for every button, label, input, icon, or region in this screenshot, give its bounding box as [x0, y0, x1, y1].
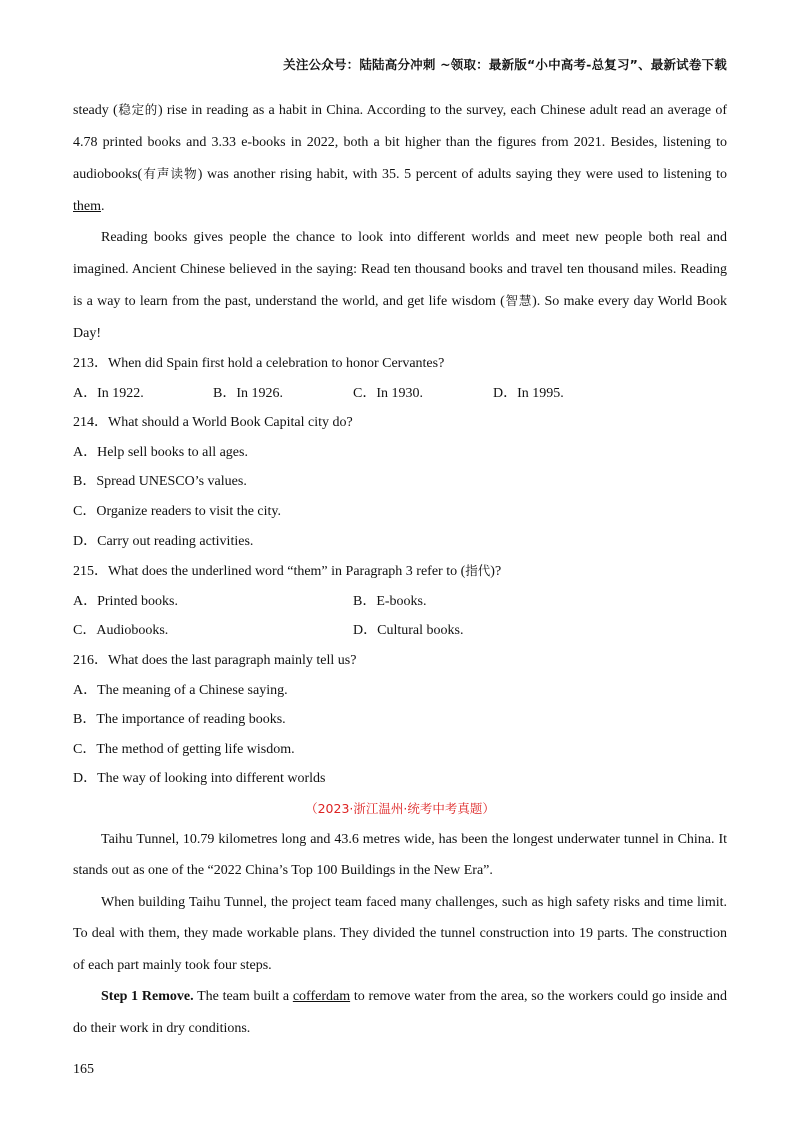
- option-d: D．Carry out reading activities.: [73, 533, 254, 549]
- option-c: C．In 1930.: [353, 385, 423, 401]
- text-run: Reading books gives people the chance to look into different worlds and meet new people both real and imagined. Ancient Chinese believed in the saying: Read ten thousand books and travel ten thousand miles. Reading is a way to learn from the past, understand the world, and get life wisdom (: [73, 230, 727, 309]
- options-row: [73, 379, 727, 409]
- chinese-gloss: 稳定的: [117, 102, 159, 117]
- question-215: [73, 556, 727, 646]
- option-a: A．The meaning of a Chinese saying.: [73, 682, 288, 698]
- option-c: C．The method of getting life wisdom.: [73, 741, 295, 757]
- option-a: A．Help sell books to all ages.: [73, 444, 248, 460]
- page-number: 165: [73, 1062, 94, 1077]
- option-d: D．Cultural books.: [353, 623, 464, 639]
- passage2-paragraph1: Taihu Tunnel, 10.79 kilometres long and 43.6 metres wide, has been the longest underwater tunnel in China. It stands out as one of the “2022 China’s Top 100 Buildings in the New Era”.: [73, 831, 727, 879]
- options-row: [73, 587, 727, 617]
- passage2-paragraph2: When building Taihu Tunnel, the project team faced many challenges, such as high safety risks and time limit. To deal with them, they made workable plans. They divided the tunnel construction into 19 parts. The construction of each part mainly took four steps.: [73, 894, 727, 973]
- option-b: B．In 1926.: [213, 385, 283, 401]
- question-stem: [73, 556, 727, 587]
- source-label: （2023·浙江温州·统考中考真题）: [305, 800, 495, 816]
- question-stem: 214．What should a World Book Capital city do?: [73, 415, 353, 431]
- question-stem: 216．What does the last paragraph mainly tell us?: [73, 652, 357, 668]
- text-run: 215．What does the underlined word “them” in Paragraph 3 refer to (: [73, 564, 466, 580]
- text-run: steady (: [73, 103, 118, 118]
- chinese-gloss: 有声读物: [142, 166, 198, 181]
- option-c: C．Organize readers to visit the city.: [73, 503, 281, 519]
- question-214: [73, 408, 727, 556]
- question-stem: 213．When did Spain first hold a celebration to honor Cervantes?: [73, 356, 445, 371]
- document-body: [73, 94, 727, 1044]
- chinese-gloss: 智慧: [504, 293, 533, 308]
- option-c: C．Audiobooks.: [73, 623, 169, 639]
- text-run: ) rise in reading as a habit in China. According to the survey, each Chinese adult read an average of 4.78 printed books and 3.33 e-books in 2022, both a bit higher than the figures from 2021. Besides, listening to audiobooks(: [73, 103, 727, 182]
- page-header: 关注公众号：陆陆高分冲刺 ~领取：最新版“小中高考-总复习”、最新试卷下载: [283, 57, 727, 72]
- option-b: B．E-books.: [353, 593, 427, 609]
- passage1-paragraph2: [73, 222, 727, 349]
- option-d: D．In 1995.: [493, 385, 564, 401]
- options-row: [73, 616, 727, 646]
- text-run: The team built a: [193, 989, 293, 1005]
- option-b: B．Spread UNESCO’s values.: [73, 474, 247, 490]
- text-run: .: [101, 198, 105, 214]
- option-d: D．The way of looking into different worlds: [73, 771, 326, 787]
- chinese-gloss: 指代: [465, 563, 491, 579]
- text-run: to remove water from the area, so the workers could go inside and do their work in dry conditions.: [73, 989, 728, 1036]
- text-run: ) was another rising habit, with 35. 5 percent of adults saying they were used to listening to: [197, 167, 727, 182]
- text-run: ). So make every day World Book Day!: [73, 294, 727, 341]
- question-213: [73, 349, 727, 408]
- text-run: )?: [490, 564, 502, 580]
- option-a: A．In 1922.: [73, 385, 144, 401]
- option-a: A．Printed books.: [73, 593, 178, 609]
- underlined-word-cofferdam: cofferdam: [292, 989, 351, 1005]
- question-216: [73, 646, 727, 794]
- step-title: Step 1 Remove.: [101, 989, 194, 1005]
- option-b: B．The importance of reading books.: [73, 712, 286, 728]
- underlined-word-them: them: [73, 198, 101, 214]
- passage1-paragraph1: [73, 94, 727, 222]
- passage2-step1: [73, 981, 727, 1044]
